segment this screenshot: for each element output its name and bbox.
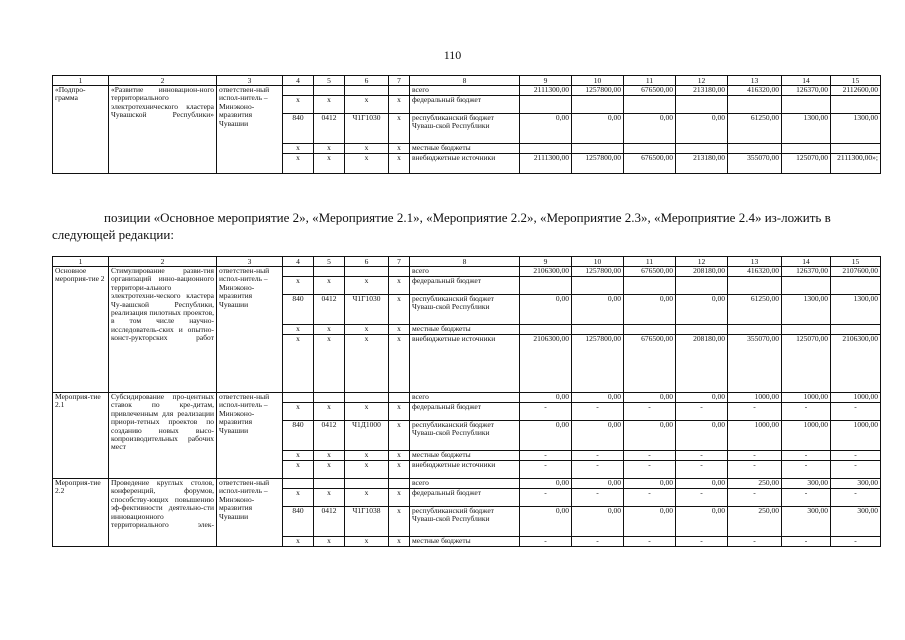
value-cell: 126370,00 (782, 86, 831, 96)
value-cell: 0,00 (572, 479, 624, 489)
page-number: 110 (443, 48, 462, 62)
funding-source-cell: всего (410, 86, 520, 96)
value-cell: 300,00 (782, 479, 831, 489)
header-cell: 9 (520, 76, 572, 86)
value-cell: 1000,00 (728, 393, 782, 403)
value-cell: 0,00 (624, 479, 676, 489)
header-cell: 15 (831, 76, 881, 86)
header-cell: 1 (53, 257, 109, 267)
value-cell: 0,00 (520, 421, 572, 451)
value-cell: 213180,00 (676, 86, 728, 96)
value-cell: x (314, 335, 345, 393)
value-cell (345, 393, 389, 403)
value-cell (782, 277, 831, 295)
value-cell: x (314, 537, 345, 547)
value-cell: Ч1Г1038 (345, 507, 389, 537)
funding-source-cell: местные бюджеты (410, 451, 520, 461)
value-cell: x (389, 451, 410, 461)
value-cell: 0,00 (624, 393, 676, 403)
value-cell: 0,00 (676, 393, 728, 403)
value-cell: 300,00 (782, 507, 831, 537)
value-cell (345, 267, 389, 277)
value-cell: 840 (283, 507, 314, 537)
value-cell: 1000,00 (831, 421, 881, 451)
header-row (53, 76, 881, 86)
value-cell: x (283, 325, 314, 335)
value-cell: 61250,00 (728, 295, 782, 325)
header-cell: 10 (572, 76, 624, 86)
value-cell: 355070,00 (728, 154, 782, 174)
funding-source-cell: федеральный бюджет (410, 403, 520, 421)
value-cell (831, 96, 881, 114)
value-cell: 2106300,00 (520, 335, 572, 393)
value-cell: x (314, 96, 345, 114)
subprogram-table (52, 75, 881, 174)
header-cell: 15 (831, 257, 881, 267)
value-cell: 0,00 (676, 295, 728, 325)
value-cell (520, 325, 572, 335)
funding-source-cell: внебюджетные источники (410, 461, 520, 479)
value-cell: - (782, 451, 831, 461)
funding-source-cell: федеральный бюджет (410, 96, 520, 114)
header-cell: 8 (410, 76, 520, 86)
header-row (53, 257, 881, 267)
value-cell: - (676, 537, 728, 547)
item-name-cell: Мероприя-тие 2.2 (53, 479, 109, 547)
value-cell (831, 325, 881, 335)
value-cell: x (345, 144, 389, 154)
value-cell: - (572, 537, 624, 547)
header-cell: 3 (217, 257, 283, 267)
value-cell: x (283, 335, 314, 393)
value-cell (782, 96, 831, 114)
value-cell (572, 96, 624, 114)
value-cell: x (283, 277, 314, 295)
value-cell: 1000,00 (782, 393, 831, 403)
value-cell: - (624, 537, 676, 547)
value-cell: x (389, 325, 410, 335)
value-cell: - (572, 489, 624, 507)
header-cell: 11 (624, 76, 676, 86)
value-cell: x (283, 96, 314, 114)
value-cell: 0,00 (572, 393, 624, 403)
value-cell (520, 277, 572, 295)
value-cell: 1000,00 (831, 393, 881, 403)
value-cell: 2106300,00 (520, 267, 572, 277)
value-cell: x (345, 96, 389, 114)
value-cell: 126370,00 (782, 267, 831, 277)
value-cell (283, 86, 314, 96)
header-cell: 12 (676, 257, 728, 267)
value-cell: Ч1Г1030 (345, 114, 389, 144)
value-cell: - (782, 403, 831, 421)
value-cell: 0,00 (676, 507, 728, 537)
value-cell: 0412 (314, 114, 345, 144)
value-cell: 2107600,00 (831, 267, 881, 277)
item-description-cell: Субсидирование про-центных ставок по кре-дитам, привлеченным для реализации приори-тетных проектов по созданию новых высо-копроизводительных рабочих мест (109, 393, 217, 479)
value-cell: x (314, 451, 345, 461)
value-cell: x (345, 403, 389, 421)
value-cell: 0,00 (520, 114, 572, 144)
value-cell: x (345, 325, 389, 335)
value-cell (389, 267, 410, 277)
value-cell: - (676, 461, 728, 479)
value-cell: 676500,00 (624, 335, 676, 393)
value-cell: 676500,00 (624, 154, 676, 174)
value-cell: x (345, 451, 389, 461)
value-cell (782, 144, 831, 154)
header-cell: 13 (728, 257, 782, 267)
value-cell: - (676, 451, 728, 461)
value-cell: 0412 (314, 295, 345, 325)
value-cell: x (389, 114, 410, 144)
value-cell (389, 479, 410, 489)
header-cell: 13 (728, 76, 782, 86)
value-cell (345, 479, 389, 489)
value-cell: - (624, 461, 676, 479)
value-cell: 2111300,00»; (831, 154, 881, 174)
value-cell (389, 393, 410, 403)
value-cell: 840 (283, 295, 314, 325)
value-cell: 0,00 (624, 507, 676, 537)
value-cell: x (314, 277, 345, 295)
value-cell: x (283, 461, 314, 479)
header-cell: 1 (53, 76, 109, 86)
value-cell (676, 96, 728, 114)
value-cell: 676500,00 (624, 267, 676, 277)
value-cell: Ч1Г1030 (345, 295, 389, 325)
funding-source-cell: местные бюджеты (410, 144, 520, 154)
value-cell: 0,00 (572, 421, 624, 451)
header-cell: 10 (572, 257, 624, 267)
table-row (53, 393, 881, 403)
responsible-cell: ответствен-ный испол-нитель – Минэконо-мразвития Чувашии (217, 393, 283, 479)
value-cell: 0,00 (676, 421, 728, 451)
value-cell: 0,00 (624, 295, 676, 325)
value-cell (676, 144, 728, 154)
value-cell (676, 325, 728, 335)
value-cell: x (314, 154, 345, 174)
value-cell: 250,00 (728, 507, 782, 537)
value-cell: - (831, 461, 881, 479)
value-cell: 125070,00 (782, 154, 831, 174)
instruction-paragraph: позиции «Основное мероприятие 2», «Мероприятие 2.1», «Мероприятие 2.2», «Мероприятие 2.3», «Мероприятие 2.4» из-ложить в следующей редакции: (52, 210, 831, 242)
value-cell: - (624, 403, 676, 421)
value-cell: 416320,00 (728, 267, 782, 277)
value-cell: x (345, 154, 389, 174)
value-cell: 250,00 (728, 479, 782, 489)
responsible-cell: ответствен-ный испол-нитель – Минэконо-мразвития Чувашии (217, 86, 283, 174)
item-name-cell: Основное мероприя-тие 2 (53, 267, 109, 393)
value-cell: 2112600,00 (831, 86, 881, 96)
value-cell: - (831, 403, 881, 421)
header-cell: 7 (389, 257, 410, 267)
value-cell (389, 86, 410, 96)
value-cell (624, 96, 676, 114)
value-cell: 1257800,00 (572, 154, 624, 174)
header-cell: 6 (345, 257, 389, 267)
value-cell: x (389, 537, 410, 547)
value-cell: 0412 (314, 507, 345, 537)
value-cell (520, 96, 572, 114)
header-cell: 6 (345, 76, 389, 86)
value-cell (728, 144, 782, 154)
value-cell: x (283, 154, 314, 174)
value-cell (283, 479, 314, 489)
value-cell: 0,00 (520, 507, 572, 537)
header-cell: 14 (782, 257, 831, 267)
value-cell: 2111300,00 (520, 86, 572, 96)
responsible-cell: ответствен-ный испол-нитель – Минэконо-мразвития Чувашии (217, 267, 283, 393)
value-cell: 0,00 (520, 479, 572, 489)
value-cell: x (389, 461, 410, 479)
value-cell: x (314, 403, 345, 421)
value-cell: 1300,00 (831, 295, 881, 325)
value-cell: - (728, 403, 782, 421)
responsible-cell: ответствен-ный испол-нитель – Минэконо-мразвития Чувашии (217, 479, 283, 547)
value-cell: - (624, 489, 676, 507)
value-cell (782, 325, 831, 335)
value-cell (831, 277, 881, 295)
value-cell (624, 325, 676, 335)
funding-source-cell: республиканский бюджет Чуваш-ской Республики (410, 507, 520, 537)
value-cell: x (389, 403, 410, 421)
table-row (53, 86, 881, 96)
funding-source-cell: республиканский бюджет Чуваш-ской Республики (410, 421, 520, 451)
funding-source-cell: всего (410, 267, 520, 277)
value-cell: x (345, 461, 389, 479)
value-cell (314, 86, 345, 96)
value-cell (572, 144, 624, 154)
header-cell: 2 (109, 257, 217, 267)
value-cell (728, 96, 782, 114)
activities-table (52, 256, 881, 547)
value-cell: - (624, 451, 676, 461)
header-cell: 5 (314, 76, 345, 86)
value-cell: x (389, 277, 410, 295)
funding-source-cell: федеральный бюджет (410, 489, 520, 507)
value-cell: x (283, 537, 314, 547)
header-cell: 9 (520, 257, 572, 267)
value-cell: x (283, 489, 314, 507)
value-cell: - (831, 489, 881, 507)
value-cell: - (520, 537, 572, 547)
value-cell: 1257800,00 (572, 86, 624, 96)
funding-source-cell: федеральный бюджет (410, 277, 520, 295)
value-cell: - (728, 461, 782, 479)
header-cell: 4 (283, 257, 314, 267)
value-cell: - (782, 461, 831, 479)
value-cell: - (728, 451, 782, 461)
funding-source-cell: всего (410, 393, 520, 403)
value-cell: x (345, 489, 389, 507)
value-cell: x (345, 335, 389, 393)
value-cell: x (314, 325, 345, 335)
value-cell: 213180,00 (676, 154, 728, 174)
header-cell: 5 (314, 257, 345, 267)
value-cell: 676500,00 (624, 86, 676, 96)
value-cell: 1000,00 (782, 421, 831, 451)
value-cell: 0,00 (572, 295, 624, 325)
value-cell: 0,00 (624, 114, 676, 144)
value-cell: - (520, 461, 572, 479)
value-cell: - (831, 537, 881, 547)
value-cell (831, 144, 881, 154)
value-cell: 300,00 (831, 507, 881, 537)
value-cell (314, 267, 345, 277)
item-name-cell: Мероприя-тие 2.1 (53, 393, 109, 479)
value-cell: x (314, 144, 345, 154)
value-cell: - (728, 537, 782, 547)
value-cell: 1300,00 (782, 295, 831, 325)
header-cell: 11 (624, 257, 676, 267)
funding-source-cell: местные бюджеты (410, 325, 520, 335)
value-cell: x (389, 335, 410, 393)
value-cell: 416320,00 (728, 86, 782, 96)
value-cell: - (728, 489, 782, 507)
funding-source-cell: республиканский бюджет Чуваш-ской Республики (410, 295, 520, 325)
value-cell: x (389, 421, 410, 451)
value-cell: - (520, 403, 572, 421)
value-cell: x (345, 537, 389, 547)
header-cell: 4 (283, 76, 314, 86)
value-cell: - (572, 461, 624, 479)
funding-source-cell: внебюджетные источники (410, 154, 520, 174)
value-cell: x (389, 507, 410, 537)
value-cell: x (283, 403, 314, 421)
value-cell: - (831, 451, 881, 461)
value-cell: 300,00 (831, 479, 881, 489)
value-cell: 840 (283, 114, 314, 144)
value-cell: - (572, 403, 624, 421)
value-cell (283, 267, 314, 277)
value-cell (345, 86, 389, 96)
table-row (53, 479, 881, 489)
value-cell: 0,00 (676, 479, 728, 489)
header-cell: 2 (109, 76, 217, 86)
value-cell: - (572, 451, 624, 461)
value-cell: 1300,00 (831, 114, 881, 144)
value-cell: 208180,00 (676, 267, 728, 277)
value-cell (283, 393, 314, 403)
value-cell: 0,00 (676, 114, 728, 144)
value-cell (572, 325, 624, 335)
value-cell: x (389, 154, 410, 174)
value-cell: x (389, 96, 410, 114)
value-cell: 2106300,00 (831, 335, 881, 393)
table-row (53, 267, 881, 277)
value-cell: 2111300,00 (520, 154, 572, 174)
value-cell: x (389, 144, 410, 154)
item-name-cell: «Подпро-грамма (53, 86, 109, 174)
value-cell: x (283, 144, 314, 154)
value-cell (728, 277, 782, 295)
value-cell: 125070,00 (782, 335, 831, 393)
value-cell: - (520, 451, 572, 461)
value-cell: 0,00 (572, 114, 624, 144)
header-cell: 3 (217, 76, 283, 86)
value-cell (520, 144, 572, 154)
value-cell: - (676, 403, 728, 421)
value-cell (624, 144, 676, 154)
value-cell: x (283, 451, 314, 461)
item-description-cell: Стимулирование разви-тия организаций инно-вационного территори-ального электротехни-ческого кластера Чу-вашской Республики, реализация пилотных проектов, в том числе научно-исследователь-ских и опытно-конст-рукторских работ (109, 267, 217, 393)
value-cell (572, 277, 624, 295)
funding-source-cell: внебюджетные источники (410, 335, 520, 393)
value-cell: x (314, 461, 345, 479)
value-cell: x (389, 295, 410, 325)
value-cell: - (782, 537, 831, 547)
value-cell: x (314, 489, 345, 507)
value-cell: 1257800,00 (572, 267, 624, 277)
value-cell: 355070,00 (728, 335, 782, 393)
item-description-cell: Проведение круглых столов, конференций, форумов, способству-ющих повышению эф-фективности деятельно-сти инновационного территориального элек- (109, 479, 217, 547)
value-cell: 1300,00 (782, 114, 831, 144)
header-cell: 12 (676, 76, 728, 86)
value-cell: x (389, 489, 410, 507)
item-description-cell: «Развитие инновацион-ного территориального электротехнического кластера Чувашской Республики» (109, 86, 217, 174)
value-cell: 0412 (314, 421, 345, 451)
funding-source-cell: местные бюджеты (410, 537, 520, 547)
value-cell: 0,00 (572, 507, 624, 537)
value-cell: - (520, 489, 572, 507)
header-cell: 14 (782, 76, 831, 86)
value-cell (676, 277, 728, 295)
value-cell: 208180,00 (676, 335, 728, 393)
value-cell: Ч1Д1000 (345, 421, 389, 451)
value-cell (314, 393, 345, 403)
header-cell: 8 (410, 257, 520, 267)
value-cell (624, 277, 676, 295)
value-cell: 0,00 (624, 421, 676, 451)
value-cell (314, 479, 345, 489)
value-cell: 0,00 (520, 295, 572, 325)
value-cell (728, 325, 782, 335)
value-cell: 1257800,00 (572, 335, 624, 393)
funding-source-cell: республиканский бюджет Чуваш-ской Республики (410, 114, 520, 144)
value-cell: - (782, 489, 831, 507)
value-cell: 1000,00 (728, 421, 782, 451)
value-cell: 840 (283, 421, 314, 451)
funding-source-cell: всего (410, 479, 520, 489)
value-cell: 0,00 (520, 393, 572, 403)
value-cell: - (676, 489, 728, 507)
value-cell: 61250,00 (728, 114, 782, 144)
header-cell: 7 (389, 76, 410, 86)
value-cell: x (345, 277, 389, 295)
